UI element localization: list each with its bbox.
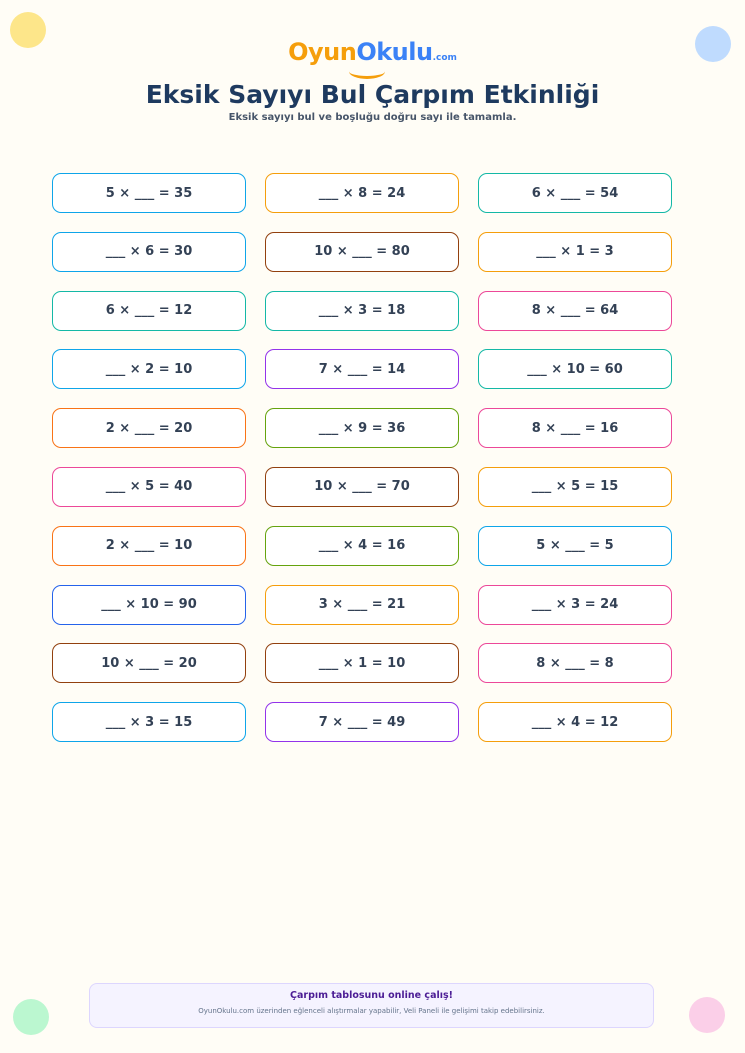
- footer-text: OyunOkulu.com üzerinden eğlenceli alıştırmalar yapabilir, Veli Paneli ile gelişimi takip edebilirsiniz.: [198, 1007, 545, 1015]
- exercise-row: [52, 585, 672, 626]
- exercise-card: 6 × ___ = 54: [478, 173, 672, 213]
- exercise-card: ___ × 10 = 60: [478, 349, 672, 389]
- exercise-row: [52, 232, 672, 273]
- exercise-card: ___ × 9 = 36: [265, 408, 459, 448]
- exercise-card: ___ × 6 = 30: [52, 232, 246, 272]
- exercise-row: [52, 526, 672, 567]
- logo-part-com: .com: [432, 53, 457, 63]
- exercise-row: [52, 408, 672, 449]
- footer-heading: Çarpım tablosunu online çalış!: [290, 990, 453, 1001]
- exercise-row: [52, 349, 672, 390]
- exercise-row: [52, 702, 672, 743]
- exercise-card: ___ × 3 = 24: [478, 585, 672, 625]
- exercise-grid: [52, 173, 672, 761]
- exercise-row: [52, 173, 672, 214]
- exercise-card: 6 × ___ = 12: [52, 291, 246, 331]
- page-title: Eksik Sayıyı Bul Çarpım Etkinliği: [145, 80, 600, 109]
- logo-smile-icon: [349, 64, 385, 79]
- exercise-card: 8 × ___ = 16: [478, 408, 672, 448]
- exercise-card: ___ × 8 = 24: [265, 173, 459, 213]
- footer-banner: [89, 983, 654, 1028]
- logo-part-oyun: Oyun: [288, 38, 357, 66]
- exercise-card: ___ × 4 = 16: [265, 526, 459, 566]
- exercise-row: [52, 291, 672, 332]
- exercise-card: 8 × ___ = 64: [478, 291, 672, 331]
- decorative-dot-green: [13, 999, 49, 1035]
- exercise-row: [52, 467, 672, 508]
- exercise-card: 10 × ___ = 20: [52, 643, 246, 683]
- exercise-card: 10 × ___ = 80: [265, 232, 459, 272]
- logo-part-okulu: Okulu: [356, 38, 433, 66]
- exercise-card: 7 × ___ = 14: [265, 349, 459, 389]
- exercise-card: 2 × ___ = 10: [52, 526, 246, 566]
- exercise-card: 3 × ___ = 21: [265, 585, 459, 625]
- exercise-card: ___ × 1 = 10: [265, 643, 459, 683]
- decorative-dot-pink: [689, 997, 725, 1033]
- exercise-card: ___ × 1 = 3: [478, 232, 672, 272]
- exercise-card: 8 × ___ = 8: [478, 643, 672, 683]
- site-logo: [0, 38, 745, 66]
- exercise-card: ___ × 5 = 15: [478, 467, 672, 507]
- exercise-card: ___ × 3 = 15: [52, 702, 246, 742]
- exercise-card: 10 × ___ = 70: [265, 467, 459, 507]
- exercise-card: 5 × ___ = 5: [478, 526, 672, 566]
- exercise-card: 7 × ___ = 49: [265, 702, 459, 742]
- exercise-row: [52, 643, 672, 684]
- page-subtitle: Eksik sayıyı bul ve boşluğu doğru sayı ile tamamla.: [228, 112, 517, 123]
- exercise-card: ___ × 10 = 90: [52, 585, 246, 625]
- exercise-card: ___ × 3 = 18: [265, 291, 459, 331]
- exercise-card: 5 × ___ = 35: [52, 173, 246, 213]
- exercise-card: ___ × 5 = 40: [52, 467, 246, 507]
- exercise-card: ___ × 4 = 12: [478, 702, 672, 742]
- exercise-card: 2 × ___ = 20: [52, 408, 246, 448]
- exercise-card: ___ × 2 = 10: [52, 349, 246, 389]
